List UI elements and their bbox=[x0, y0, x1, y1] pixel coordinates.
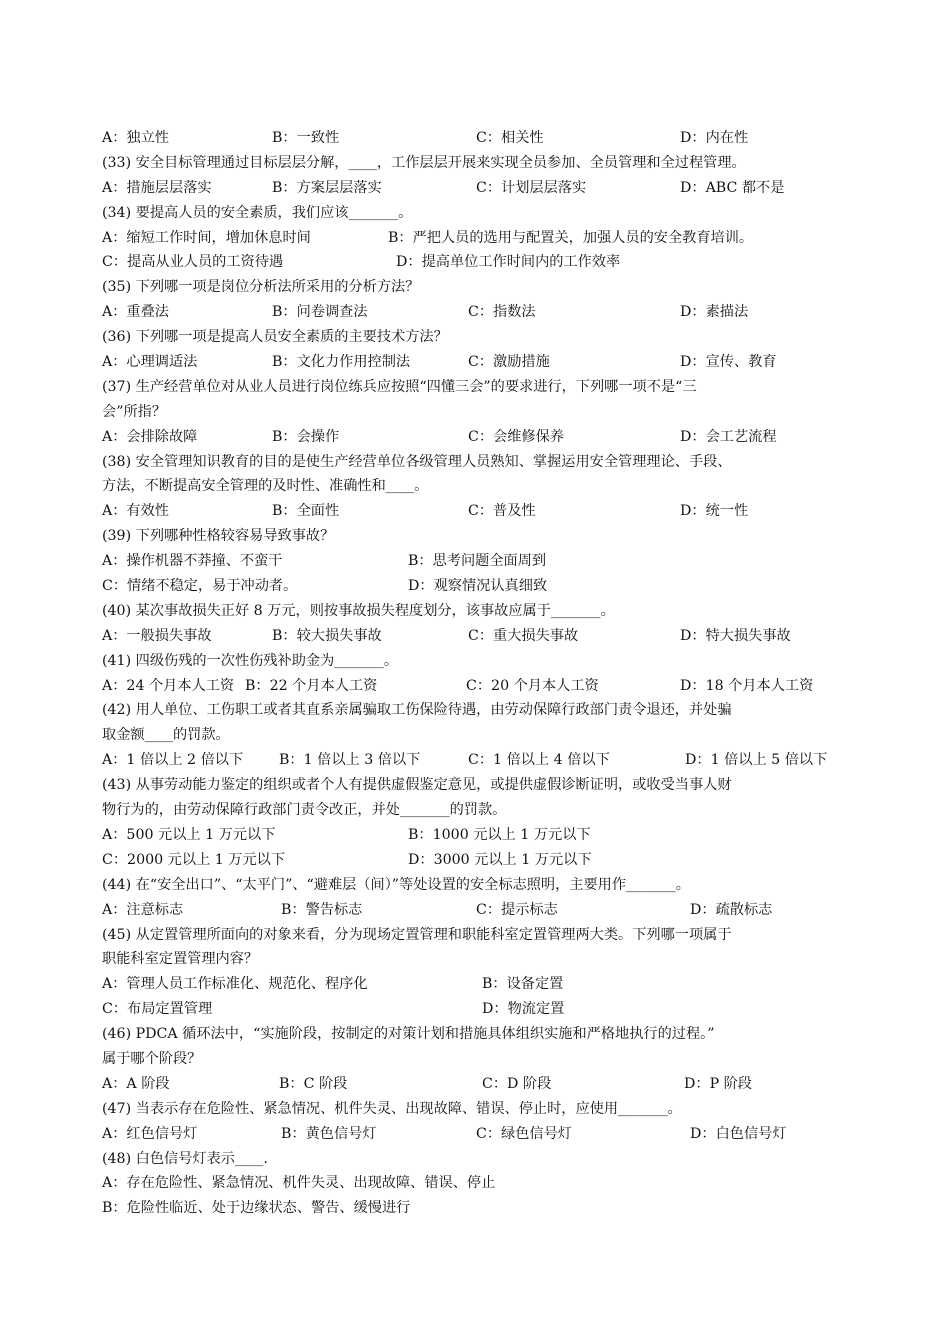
question-text: (38) 安全管理知识教育的目的是使生产经营单位各级管理人员熟知、掌握运用安全管理理论、手段、 bbox=[102, 453, 732, 470]
option-text: B：黄色信号灯 bbox=[281, 1125, 377, 1142]
option-text: A：A 阶段 bbox=[102, 1075, 170, 1092]
option-row bbox=[102, 574, 862, 599]
question-text: (47) 当表示存在危险性、紧急情况、机件失灵、出现故障、错误、停止时，应使用_______。 bbox=[102, 1100, 682, 1117]
question-text: (35) 下列哪一项是岗位分析法所采用的分析方法？ bbox=[102, 279, 420, 296]
option-text: D：统一性 bbox=[680, 503, 749, 520]
option-text: A：一般损失事故 bbox=[102, 627, 212, 644]
option-text: D：观察情况认真细致 bbox=[408, 578, 548, 595]
question-text: B：危险性临近、处于边缘状态、警告、缓慢进行 bbox=[102, 1200, 411, 1217]
option-text: C：计划层层落实 bbox=[476, 179, 587, 196]
option-text: D：疏散标志 bbox=[690, 901, 773, 918]
option-text: D：提高单位工作时间内的工作效率 bbox=[396, 254, 621, 271]
option-text: A：缩短工作时间，增加休息时间 bbox=[102, 229, 311, 246]
option-row bbox=[102, 226, 862, 251]
option-text: D：1 倍以上 5 倍以下 bbox=[685, 752, 828, 769]
option-text: C：普及性 bbox=[468, 503, 536, 520]
question-text: (34) 要提高人员的安全素质，我们应该_______。 bbox=[102, 204, 413, 221]
option-text: A：管理人员工作标准化、规范化、程序化 bbox=[102, 976, 368, 993]
option-text: D：3000 元以上 1 万元以下 bbox=[408, 851, 592, 868]
question-text: (41) 四级伤残的一次性伤残补助金为_______。 bbox=[102, 652, 399, 669]
question-text: 职能科室定置管理内容？ bbox=[102, 951, 259, 968]
option-text: C：D 阶段 bbox=[482, 1075, 552, 1092]
option-row bbox=[102, 549, 862, 574]
option-row bbox=[102, 250, 862, 275]
exam-page bbox=[102, 126, 862, 1221]
question-text: (40) 某次事故损失正好 8 万元，则按事故损失程度划分，该事故应属于_______。 bbox=[102, 602, 615, 619]
option-text: A：操作机器不莽撞、不蛮干 bbox=[102, 553, 283, 570]
option-row bbox=[102, 624, 862, 649]
option-text: B：方案层层落实 bbox=[272, 179, 382, 196]
option-row bbox=[102, 848, 862, 873]
option-text: A：重叠法 bbox=[102, 304, 169, 321]
option-text: A：24 个月本人工资 bbox=[102, 677, 235, 694]
option-text: D：18 个月本人工资 bbox=[680, 677, 814, 694]
option-text: A：措施层层落实 bbox=[102, 179, 212, 196]
question-text: (45) 从定置管理所面向的对象来看，分为现场定置管理和职能科室定置管理两大类。下列哪一项属于 bbox=[102, 926, 732, 943]
option-text: C：绿色信号灯 bbox=[476, 1125, 572, 1142]
question-text: (48) 白色信号灯表示____. bbox=[102, 1150, 268, 1167]
question-text: (46) PDCA 循环法中，“实施阶段，按制定的对策计划和措施具体组织实施和严格地执行的过程。” bbox=[102, 1026, 715, 1043]
question-text: 属于哪个阶段？ bbox=[102, 1050, 202, 1067]
option-text: B：全面性 bbox=[272, 503, 340, 520]
option-text: C：布局定置管理 bbox=[102, 1001, 213, 1018]
option-text: B：严把人员的选用与配置关，加强人员的安全教育培训。 bbox=[388, 229, 754, 246]
option-text: C：会维修保养 bbox=[468, 428, 564, 445]
option-text: A：红色信号灯 bbox=[102, 1125, 198, 1142]
option-text: A：500 元以上 1 万元以下 bbox=[102, 826, 276, 843]
option-row bbox=[102, 674, 862, 699]
option-text: D：宣传、教育 bbox=[680, 354, 777, 371]
option-row bbox=[102, 823, 862, 848]
option-text: A：心理调适法 bbox=[102, 354, 198, 371]
option-text: C：1 倍以上 4 倍以下 bbox=[468, 752, 610, 769]
option-row bbox=[102, 300, 862, 325]
option-text: B：会操作 bbox=[272, 428, 340, 445]
option-text: A：1 倍以上 2 倍以下 bbox=[102, 752, 244, 769]
option-row bbox=[102, 499, 862, 524]
option-row bbox=[102, 898, 862, 923]
option-text: A：独立性 bbox=[102, 130, 169, 146]
option-text: D：素描法 bbox=[680, 304, 749, 321]
option-text: C：情绪不稳定，易于冲动者。 bbox=[102, 578, 298, 595]
option-text: C：重大损失事故 bbox=[468, 627, 579, 644]
question-text: (43) 从事劳动能力鉴定的组织或者个人有提供虚假鉴定意见，或提供虚假诊断证明，或收受当事人财 bbox=[102, 777, 732, 794]
option-text: B：C 阶段 bbox=[279, 1075, 348, 1092]
option-text: C：2000 元以上 1 万元以下 bbox=[102, 851, 286, 868]
option-text: A：会排除故障 bbox=[102, 428, 198, 445]
option-text: D：白色信号灯 bbox=[690, 1125, 787, 1142]
option-text: D：会工艺流程 bbox=[680, 428, 777, 445]
option-text: C：提示标志 bbox=[476, 901, 558, 918]
option-text: A：有效性 bbox=[102, 503, 169, 520]
question-text: 取金额____的罚款。 bbox=[102, 727, 230, 744]
option-text: B：较大损失事故 bbox=[272, 627, 382, 644]
option-text: C：相关性 bbox=[476, 130, 544, 146]
option-row bbox=[102, 350, 862, 375]
option-text: B：文化力作用控制法 bbox=[272, 354, 411, 371]
option-text: D：内在性 bbox=[680, 130, 749, 146]
question-text: 会”所指？ bbox=[102, 403, 167, 420]
option-row bbox=[102, 997, 862, 1022]
question-text: 方法，不断提高安全管理的及时性、准确性和____。 bbox=[102, 478, 429, 495]
question-text: (39) 下列哪种性格较容易导致事故？ bbox=[102, 528, 335, 545]
option-text: B：设备定置 bbox=[482, 976, 564, 993]
option-text: B：思考问题全面周到 bbox=[408, 553, 547, 570]
option-text: D：ABC 都不是 bbox=[680, 179, 785, 196]
option-text: D：物流定置 bbox=[482, 1001, 565, 1018]
question-text: (33) 安全目标管理通过目标层层分解，____，工作层层开展来实现全员参加、全员管理和全过程管理。 bbox=[102, 154, 746, 171]
question-text: A：存在危险性、紧急情况、机件失灵、出现故障、错误、停止 bbox=[102, 1175, 496, 1192]
option-row bbox=[102, 126, 862, 151]
option-text: B：问卷调查法 bbox=[272, 304, 368, 321]
option-text: D：P 阶段 bbox=[684, 1075, 752, 1092]
option-text: D：特大损失事故 bbox=[680, 627, 791, 644]
option-text: A：注意标志 bbox=[102, 901, 184, 918]
option-text: B：警告标志 bbox=[281, 901, 363, 918]
question-text: (42) 用人单位、工伤职工或者其直系亲属骗取工伤保险待遇，由劳动保障行政部门责令退还，并处骗 bbox=[102, 702, 732, 719]
option-text: C：激励措施 bbox=[468, 354, 550, 371]
option-text: B：1 倍以上 3 倍以下 bbox=[279, 752, 421, 769]
option-text: B：一致性 bbox=[272, 130, 340, 146]
question-text: 物行为的，由劳动保障行政部门责令改正，并处_______的罚款。 bbox=[102, 802, 507, 819]
option-text: B：22 个月本人工资 bbox=[245, 677, 378, 694]
question-text: (44) 在“安全出口”、“太平门”、“避难层（间）”等处设置的安全标志照明，主要用作_______。 bbox=[102, 876, 690, 893]
question-text: (36) 下列哪一项是提高人员安全素质的主要技术方法？ bbox=[102, 329, 448, 346]
option-row bbox=[102, 1122, 862, 1147]
option-text: C：20 个月本人工资 bbox=[466, 677, 599, 694]
option-text: C：指数法 bbox=[468, 304, 536, 321]
option-row bbox=[102, 1072, 862, 1097]
question-text: (37) 生产经营单位对从业人员进行岗位练兵应按照“四懂三会”的要求进行，下列哪一项不是“三 bbox=[102, 378, 697, 395]
option-row bbox=[102, 425, 862, 450]
option-text: B：1000 元以上 1 万元以下 bbox=[408, 826, 591, 843]
option-row bbox=[102, 972, 862, 997]
option-text: C：提高从业人员的工资待遇 bbox=[102, 254, 284, 271]
option-row bbox=[102, 748, 862, 773]
option-row bbox=[102, 176, 862, 201]
